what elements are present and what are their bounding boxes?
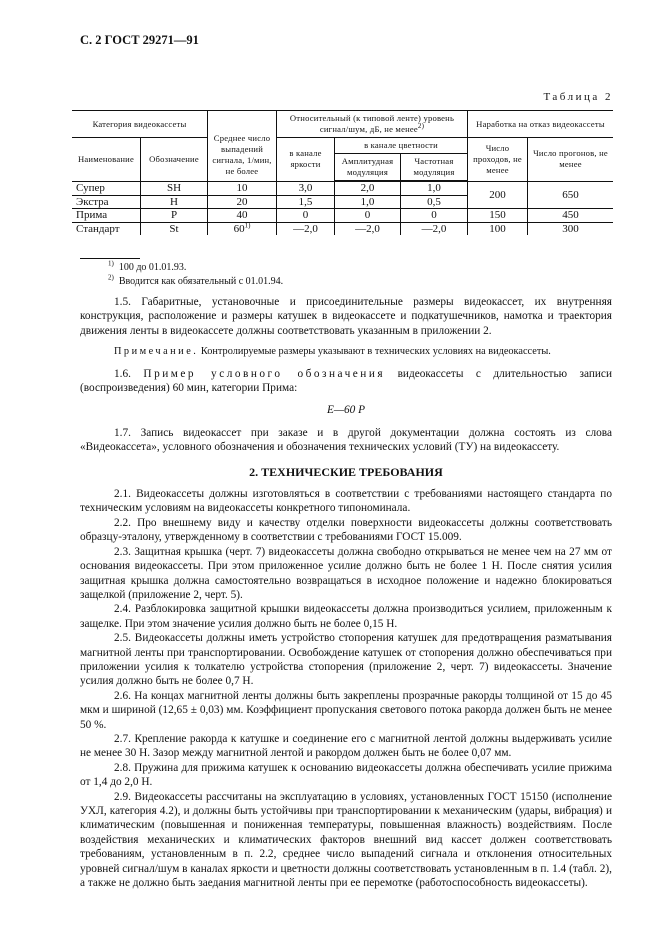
p16-label: Пример условного обозначения bbox=[143, 367, 386, 380]
paragraph-2-8: 2.8. Пружина для прижима катушек к основанию видеокассеты должна обеспечивать усилие прижима от 1,4 до 2,0 Н. bbox=[80, 761, 612, 789]
cell-passes: 100 bbox=[468, 222, 528, 235]
th-category: Категория видеокассеты bbox=[72, 111, 208, 138]
cell-am: 0 bbox=[335, 209, 401, 223]
cell-runs: 650 bbox=[528, 181, 614, 209]
cell-luma: 3,0 bbox=[277, 181, 335, 195]
cell-dropouts-value: 60 bbox=[233, 222, 245, 235]
footnote bbox=[108, 259, 187, 273]
cell-am: 2,0 bbox=[335, 181, 401, 195]
cell-fm: 1,0 bbox=[401, 181, 468, 195]
paragraph-2-1: 2.1. Видеокассеты должны изготовляться в соответствии с требованиями настоящего стандарта по техническим условиям на видеокассеты конкретного типономинала. bbox=[80, 488, 612, 515]
cell-name: Экстра bbox=[72, 195, 141, 209]
footnote bbox=[108, 273, 284, 287]
th-snr-text: Относительный (к типовой ленте) уровень сигнал/шум, дБ, не менее bbox=[289, 113, 455, 134]
cell-name: Супер bbox=[72, 181, 141, 195]
th-snr-sup: 2) bbox=[417, 122, 425, 131]
cell-passes: 200 bbox=[468, 181, 528, 209]
note-label: Примечание. bbox=[114, 346, 199, 358]
paragraph-2-4: 2.4. Разблокировка защитной крышки видеокассеты должна производиться усилием, приложенным к защелке. При этом значение усилия должно быть не более 0,15 Н. bbox=[80, 603, 612, 630]
cell-runs: 450 bbox=[528, 209, 614, 223]
footnote-text: 100 до 01.01.93. bbox=[118, 262, 187, 273]
paragraph-2-2: 2.2. Про внешнему виду и качеству отделки поверхности видеокассеты должны соответствовать образцу-эталону, утвержденному в соответствии с требованиями ГОСТ 15.009. bbox=[80, 516, 612, 544]
table-2 bbox=[72, 110, 613, 235]
p16-text: видеокассеты с длительностью записи (воспроизведения) 60 мин, категории Прима: bbox=[80, 367, 612, 395]
th-luma: в канале яркости bbox=[277, 138, 335, 182]
cell-code: H bbox=[141, 195, 208, 209]
table-caption: Таблица 2 bbox=[543, 91, 613, 103]
paragraph-2-6: 2.6. На концах магнитной ленты должны быть закреплены прозрачные ракорды толщиной от 15 до 45 мкм и шириной (12,65 ± 0,03) мм. Коэффициент пропускания светового потока ракорда должен быть не менее 50 %. bbox=[80, 689, 612, 731]
cell-luma: 1,5 bbox=[277, 195, 335, 209]
footnote-mark: 1) bbox=[108, 259, 114, 268]
footnote-text: Вводится как обязательный с 01.01.94. bbox=[118, 276, 284, 287]
footnote-mark: 2) bbox=[108, 273, 114, 282]
cell-luma: 0 bbox=[277, 209, 335, 223]
cell-fm: 0,5 bbox=[401, 195, 468, 209]
th-chroma: в канале цветности bbox=[335, 138, 468, 154]
paragraph-2-3: 2.3. Защитная крышка (черт. 7) видеокассеты должна свободно открываться не менее чем на 27 мм от основания видеокассеты. При этом приложенное усилие должно быть не более 1 Н. После снятия усилия защитная крышка должна самостоятельно возвращаться в исходное положение и надежно блокироваться защелкой (приложение 2, черт. 5). bbox=[80, 545, 612, 601]
cell-dropouts: 40 bbox=[208, 209, 277, 223]
th-fm: Частотная модуляция bbox=[401, 154, 468, 182]
th-dropouts: Среднее число выпадений сигнала, 1/мин, не более bbox=[208, 111, 277, 182]
note-text: Контролируемые размеры указывают в технических условиях на видеокассеты. bbox=[198, 346, 551, 358]
table-row bbox=[72, 209, 613, 223]
note bbox=[80, 345, 612, 359]
paragraph-2-9: 2.9. Видеокассеты рассчитаны на эксплуатацию в условиях, установленных ГОСТ 15150 (исполнение УХЛ, категория 4.2), и должны быть устойчивы при транспортировании к механическим (удары, вибрация) и климатическим (повышенная и пониженная температуры, повышенная влажность) воздействиям. После воздействия механических и климатических факторов внешний вид кассет должен соответствовать требованиям, установленным в п. 2.2, среднее число выпадений сигнала и отклонения относительных уровней сигнал/шум в каналах яркости и цветности должны соответствовать установленным в п. 1.4 (табл. 2), а также не должно быть заедания магнитной ленты при ее перемотке (работоспособность видеокассеты). bbox=[80, 790, 612, 890]
footnote-ref: 1) bbox=[244, 220, 251, 229]
paragraph-2-7: 2.7. Крепление ракорда к катушке и соединение его с магнитной лентой должны выдерживать усилие не менее 30 Н. Зазор между магнитной лентой и ракордом должен быть не более 0,07 мм. bbox=[80, 732, 612, 760]
cell-dropouts: 20 bbox=[208, 195, 277, 209]
cell-am: —2,0 bbox=[335, 222, 401, 235]
cell-dropouts: 10 bbox=[208, 181, 277, 195]
cell-fm: —2,0 bbox=[401, 222, 468, 235]
paragraph-1-6 bbox=[80, 367, 612, 396]
page-header: С. 2 ГОСТ 29271—91 bbox=[80, 33, 199, 47]
cell-fm: 0 bbox=[401, 209, 468, 223]
cell-code: St bbox=[141, 222, 208, 235]
table-row bbox=[72, 181, 613, 195]
paragraph-2-5: 2.5. Видеокассеты должны иметь устройство стопорения катушек для предотвращения разматывания магнитной ленты при транспортировании. Освобождение катушек от стопорения должно обеспечиваться при приложении усилия к толкателю устройства стопорения (приложение 2, черт. 7) видеокассеты. Значение усилия должно быть не более 0,7 Н. bbox=[80, 632, 612, 688]
cell-name: Прима bbox=[72, 209, 141, 223]
cell-am: 1,0 bbox=[335, 195, 401, 209]
designation-example: E—60 P bbox=[327, 404, 365, 417]
cell-code: SH bbox=[141, 181, 208, 195]
th-mtbf: Наработка на отказ видеокассеты bbox=[468, 111, 614, 138]
th-runs: Число прогонов, не менее bbox=[528, 138, 614, 182]
cell-passes: 150 bbox=[468, 209, 528, 223]
table-row bbox=[72, 222, 613, 235]
th-snr bbox=[277, 111, 468, 138]
cell-runs: 300 bbox=[528, 222, 614, 235]
th-name: Наименование bbox=[72, 138, 141, 182]
th-am: Амплитудная модуляция bbox=[335, 154, 401, 182]
cell-luma: —2,0 bbox=[277, 222, 335, 235]
cell-dropouts bbox=[208, 222, 277, 235]
th-code: Обозначение bbox=[141, 138, 208, 182]
p16-num: 1.6. bbox=[114, 367, 144, 380]
paragraph-1-7: 1.7. Запись видеокассет при заказе и в другой документации должна состоять из слова «Видеокассета», условного обозначения и обозначения технических условий (ТУ) на видеокассету. bbox=[80, 426, 612, 454]
paragraph-1-5: 1.5. Габаритные, установочные и присоединительные размеры видеокассет, их внутренняя конструкция, расположение и размеры катушек в видеокассете и подкатушечников, намотка и траектория движения ленты в видеокассете должны соответствовать указанным в приложении 2. bbox=[80, 296, 612, 337]
section-heading: 2. ТЕХНИЧЕСКИЕ ТРЕБОВАНИЯ bbox=[249, 464, 443, 479]
body-text bbox=[80, 295, 612, 890]
cell-name: Стандарт bbox=[72, 222, 141, 235]
cell-code: P bbox=[141, 209, 208, 223]
th-passes: Число проходов, не менее bbox=[468, 138, 528, 182]
